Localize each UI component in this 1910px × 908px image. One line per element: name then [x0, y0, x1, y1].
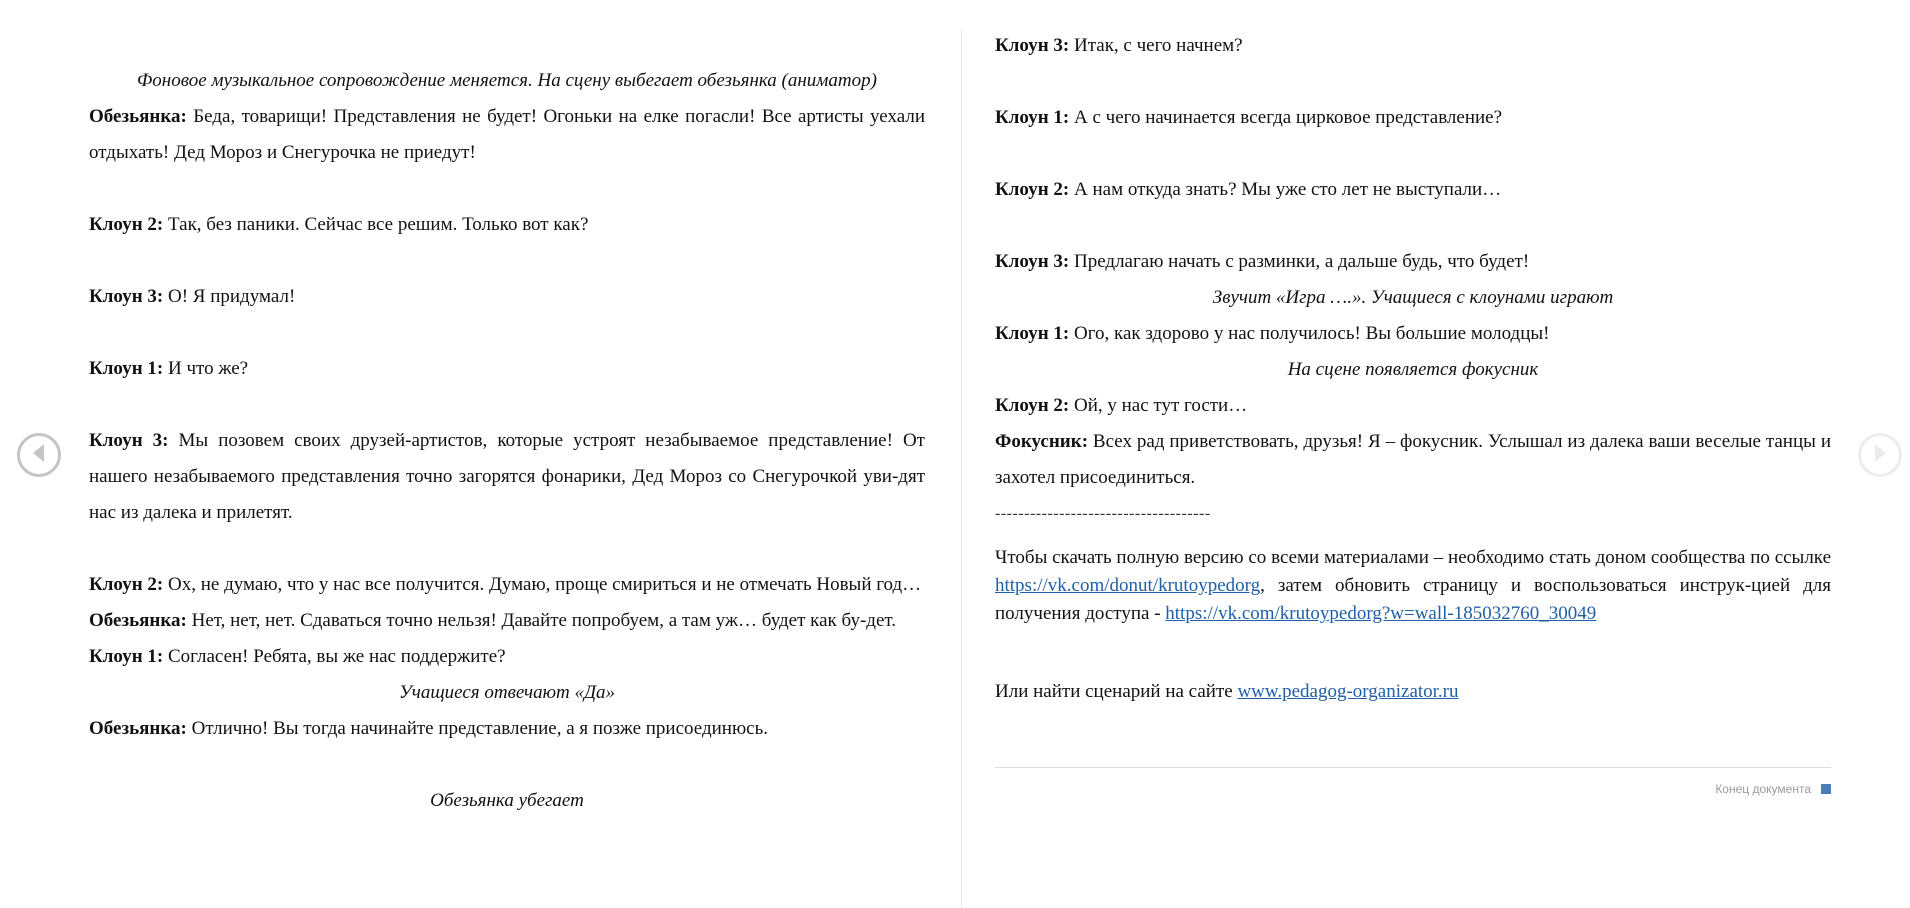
- chevron-right-icon: [1871, 442, 1889, 469]
- stage-direction: Обезьянка убегает: [430, 790, 584, 811]
- dialogue-text: А нам откуда знать? Мы уже сто лет не выступали…: [1069, 179, 1502, 200]
- stage-direction: Учащиеся отвечают «Да»: [398, 682, 616, 703]
- dialogue-text: Отлично! Вы тогда начинайте представление, а я позже присоединюсь.: [186, 718, 768, 739]
- site-link[interactable]: www.pedagog-organizator.ru: [1237, 681, 1459, 702]
- dialogue-line: [89, 279, 925, 315]
- end-of-document-marker: [1715, 782, 1831, 796]
- dialogue-line: [89, 711, 925, 747]
- note-text: Чтобы скачать полную версию со всеми материалами – необходимо стать доном сообщества по ссылке: [995, 547, 1831, 568]
- dialogue-line: [89, 99, 925, 171]
- separator-line: -------------------------------------: [995, 505, 1211, 522]
- speaker-name: Клоун 1:: [995, 107, 1070, 128]
- speaker-name: Клоун 1:: [89, 358, 164, 379]
- dialogue-line: [995, 316, 1831, 352]
- dialogue-text: О! Я придумал!: [163, 286, 296, 307]
- prev-page-button[interactable]: [17, 433, 61, 477]
- speaker-name: Обезьянка:: [89, 106, 187, 127]
- dialogue-text: Итак, с чего начнем?: [1069, 35, 1243, 56]
- end-of-document-rule: [995, 767, 1831, 768]
- dialogue-text: Предлагаю начать с разминки, а дальше будь, что будет!: [1069, 251, 1530, 272]
- dialogue-line: [89, 639, 925, 675]
- stage-direction: Звучит «Игра ….». Учащиеся с клоунами играют: [1212, 287, 1614, 308]
- dialogue-line: [995, 28, 1831, 64]
- note-text: , затем обновить страницу и воспользоваться инструк-цией для получения доступа -: [995, 575, 1831, 624]
- dialogue-line: [995, 424, 1831, 496]
- dialogue-text: Беда, товарищи! Представления не будет! Огоньки на елке погасли! Все артисты уехали отдыхать! Дед Мороз и Снегурочка не приедут!: [89, 106, 925, 163]
- dialogue-text: Мы позовем своих друзей-артистов, которые устроят незабываемое представление! От нашего незабываемого представления точно загорятся фонарики, Дед Мороз со Снегурочкой уви-дят нас из далека и прилетят.: [89, 430, 925, 523]
- speaker-name: Клоун 3:: [89, 430, 169, 451]
- dialogue-line: [89, 423, 925, 531]
- dialogue-text: Всех рад приветствовать, друзья! Я – фокусник. Услышал из далека ваши веселые танцы и захотел присоединиться.: [995, 431, 1831, 488]
- next-page-button[interactable]: [1858, 433, 1902, 477]
- speaker-name: Клоун 3:: [995, 251, 1070, 272]
- dialogue-text: Ого, как здорово у нас получилось! Вы большие молодцы!: [1069, 323, 1550, 344]
- dialogue-line: [995, 388, 1831, 424]
- dialogue-text: Ох, не думаю, что у нас все получится. Думаю, проще смириться и не отмечать Новый год…: [163, 574, 922, 595]
- dialogue-text: Так, без паники. Сейчас все решим. Только вот как?: [163, 214, 589, 235]
- end-of-document-label: Конец документа: [1715, 782, 1811, 796]
- document-page-left: [89, 0, 925, 908]
- speaker-name: Клоун 2:: [995, 179, 1070, 200]
- donut-link[interactable]: https://vk.com/donut/krutoypedorg: [995, 575, 1261, 596]
- dialogue-line: [89, 351, 925, 387]
- dialogue-text: Нет, нет, нет. Сдаваться точно нельзя! Давайте попробуем, а там уж… будет как бу-дет.: [186, 610, 897, 631]
- dialogue-line: [89, 207, 925, 243]
- chevron-left-icon: [30, 442, 48, 469]
- speaker-name: Клоун 1:: [995, 323, 1070, 344]
- stage-direction: Фоновое музыкальное сопровождение меняется. На сцену выбегает обезьянка (аниматор): [137, 70, 877, 91]
- speaker-name: Клоун 1:: [89, 646, 164, 667]
- dialogue-line: [89, 567, 925, 603]
- speaker-name: Клоун 2:: [995, 395, 1070, 416]
- page-divider: [961, 30, 962, 908]
- document-page-right: [995, 0, 1831, 908]
- speaker-name: Клоун 2:: [89, 214, 164, 235]
- speaker-name: Клоун 3:: [995, 35, 1070, 56]
- end-square-icon: [1821, 784, 1831, 794]
- speaker-name: Клоун 2:: [89, 574, 164, 595]
- dialogue-line: [995, 172, 1831, 208]
- dialogue-line: [995, 100, 1831, 136]
- download-note: [995, 544, 1831, 628]
- wall-post-link[interactable]: https://vk.com/krutoypedorg?w=wall-185032760_30049: [1165, 603, 1597, 624]
- speaker-name: Фокусник:: [995, 431, 1089, 452]
- speaker-name: Клоун 3:: [89, 286, 164, 307]
- site-note: [995, 678, 1831, 706]
- stage-direction: На сцене появляется фокусник: [1287, 359, 1539, 380]
- dialogue-text: А с чего начинается всегда цирковое представление?: [1069, 107, 1503, 128]
- dialogue-text: Согласен! Ребята, вы же нас поддержите?: [163, 646, 506, 667]
- speaker-name: Обезьянка:: [89, 718, 187, 739]
- note-text: Или найти сценарий на сайте: [995, 681, 1238, 702]
- dialogue-line: [89, 603, 925, 639]
- speaker-name: Обезьянка:: [89, 610, 187, 631]
- dialogue-line: [995, 244, 1831, 280]
- dialogue-text: Ой, у нас тут гости…: [1069, 395, 1248, 416]
- dialogue-text: И что же?: [163, 358, 249, 379]
